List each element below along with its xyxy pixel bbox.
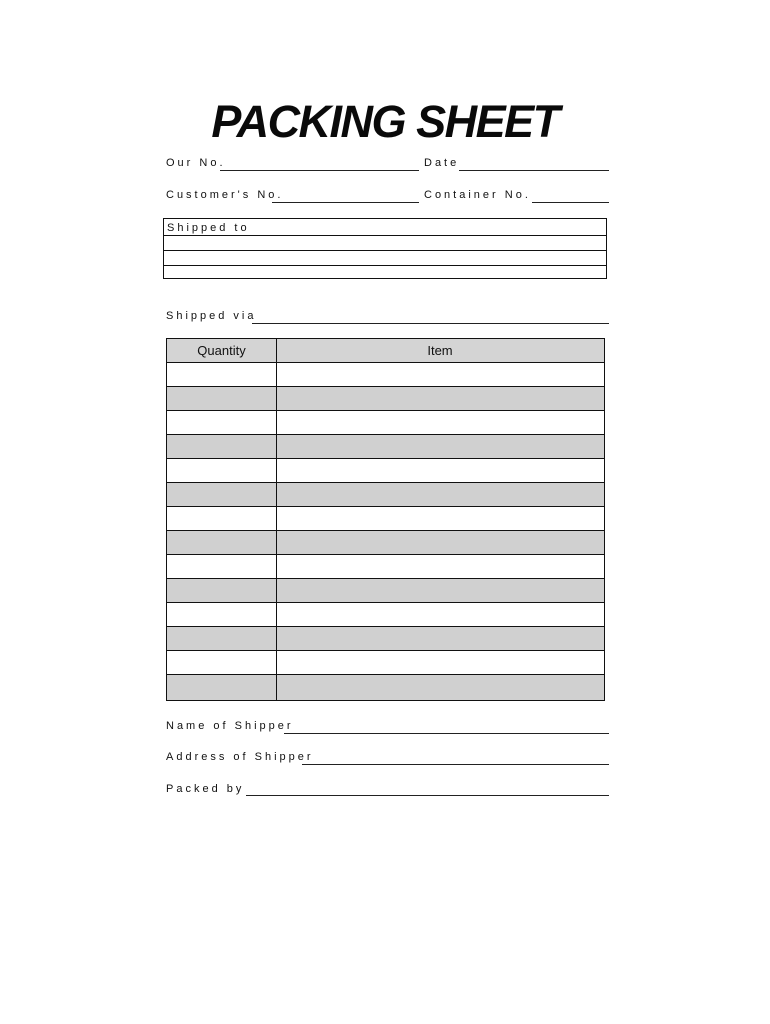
container-no-field[interactable]: [532, 202, 609, 203]
date-label: Date: [424, 157, 460, 169]
table-row[interactable]: [167, 411, 604, 435]
shipped-via-field[interactable]: [252, 323, 609, 324]
shipped-to-line-1[interactable]: [164, 235, 606, 236]
table-row[interactable]: [167, 651, 604, 675]
column-divider: [276, 339, 277, 700]
packed-by-field[interactable]: [246, 795, 609, 796]
address-of-shipper-label: Address of Shipper: [166, 751, 314, 763]
table-row[interactable]: [167, 555, 604, 579]
table-row[interactable]: [167, 531, 604, 555]
quantity-header: Quantity: [197, 343, 246, 358]
container-no-label: Container No.: [424, 189, 531, 201]
table-row[interactable]: [167, 459, 604, 483]
table-row[interactable]: [167, 435, 604, 459]
table-row[interactable]: [167, 627, 604, 651]
our-no-label: Our No.: [166, 157, 226, 169]
shipped-to-box: [163, 218, 607, 279]
table-row[interactable]: [167, 483, 604, 507]
shipped-via-label: Shipped via: [166, 310, 257, 322]
name-of-shipper-label: Name of Shipper: [166, 720, 294, 732]
table-row[interactable]: [167, 387, 604, 411]
date-field[interactable]: [459, 170, 609, 171]
packed-by-label: Packed by: [166, 783, 245, 795]
table-row[interactable]: [167, 363, 604, 387]
shipped-to-label: Shipped to: [167, 222, 250, 234]
our-no-field[interactable]: [220, 170, 419, 171]
items-table: [166, 338, 605, 701]
table-row[interactable]: [167, 603, 604, 627]
item-header: Item: [427, 343, 453, 358]
table-header: [167, 339, 604, 363]
shipped-to-line-2[interactable]: [164, 250, 606, 251]
table-row[interactable]: [167, 675, 604, 700]
customers-no-field[interactable]: [272, 202, 419, 203]
table-row[interactable]: [167, 507, 604, 531]
customers-no-label: Customer's No.: [166, 189, 284, 201]
shipped-to-line-3[interactable]: [164, 265, 606, 266]
table-row[interactable]: [167, 579, 604, 603]
address-of-shipper-field[interactable]: [302, 764, 609, 765]
name-of-shipper-field[interactable]: [284, 733, 609, 734]
page-title: PACKING SHEET: [211, 96, 559, 147]
